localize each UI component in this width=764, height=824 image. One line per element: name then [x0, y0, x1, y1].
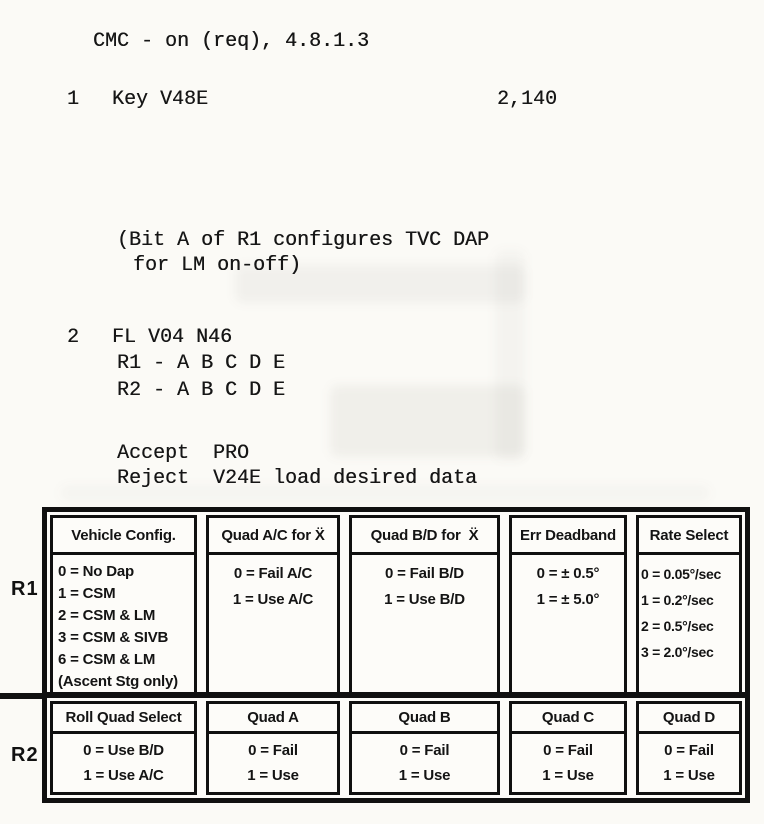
cell-quad-ac: [206, 552, 340, 696]
table-cell-line: 0 = 0.05°/sec: [641, 566, 721, 582]
step-1-value: 2,140: [497, 88, 558, 111]
header-quad-d: Quad D: [636, 701, 742, 734]
table-cell-line: 0 = Fail: [399, 742, 450, 759]
column-quad-ac: [206, 515, 340, 696]
header-quad-a: Quad A: [206, 701, 340, 734]
note-line-1: (Bit A of R1 configures TVC DAP: [117, 229, 490, 252]
accept-value: PRO: [213, 442, 250, 465]
column-quad-b: [349, 701, 500, 795]
reject-value: V24E load desired data: [213, 467, 478, 490]
table-cell-line: 3 = 2.0°/sec: [641, 644, 714, 660]
header-rate-select: Rate Select: [636, 515, 742, 555]
column-vehicle-config: [50, 515, 197, 696]
step-2-row: [67, 326, 232, 350]
section-divider-extension: [0, 693, 46, 699]
step-1-action: Key V48E: [112, 88, 209, 111]
table-cell-line: 0 = Fail: [664, 742, 714, 759]
table-cell-line: 2 = 0.5°/sec: [641, 618, 714, 634]
column-err-deadband: [509, 515, 627, 696]
cell-quad-c: [509, 731, 627, 795]
header-err-deadband: Err Deadband: [509, 515, 627, 555]
header-roll-quad-select: Roll Quad Select: [50, 701, 197, 734]
accept-row: [117, 442, 249, 466]
table-section-r1: [47, 512, 745, 692]
cell-err-deadband: [509, 552, 627, 696]
table-cell-line: 1 = Use A/C: [83, 767, 164, 784]
table-cell-line: (Ascent Stg only): [58, 673, 178, 690]
step-2-action: FL V04 N46: [112, 326, 233, 349]
table-cell-line: 1 = ± 5.0°: [536, 591, 600, 608]
register-r2-line: R2 - A B C D E: [117, 379, 286, 402]
column-quad-c: [509, 701, 627, 795]
step-2-number: 2: [67, 326, 80, 349]
accept-label: Accept: [117, 442, 190, 465]
table-cell-line: 0 = No Dap: [58, 563, 134, 580]
column-quad-bd: [349, 515, 500, 696]
note-line-2: for LM on-off): [133, 254, 302, 277]
cell-quad-d: [636, 731, 742, 795]
header-quad-bd: Quad B/D for Ẍ: [349, 515, 500, 555]
table-cell-line: 1 = CSM: [58, 585, 116, 602]
column-roll-quad-select: [50, 701, 197, 795]
header-quad-b: Quad B: [349, 701, 500, 734]
table-cell-line: 0 = Fail: [543, 742, 593, 759]
column-quad-a: [206, 701, 340, 795]
register-r1-line: R1 - A B C D E: [117, 352, 286, 375]
cell-quad-a: [206, 731, 340, 795]
dap-config-table: [42, 507, 750, 803]
table-cell-line: 1 = Use: [663, 767, 715, 784]
table-cell-line: 0 = Fail A/C: [233, 565, 313, 582]
table-cell-line: 1 = Use: [247, 767, 299, 784]
row-label-r1: R1: [11, 578, 39, 600]
table-cell-line: 0 = Use B/D: [83, 742, 164, 759]
table-cell-line: 1 = Use: [398, 767, 451, 784]
table-cell-line: 1 = 0.2°/sec: [641, 592, 714, 608]
cmc-requirement-line: CMC - on (req), 4.8.1.3: [93, 30, 370, 53]
header-quad-ac: Quad A/C for Ẍ: [206, 515, 340, 555]
table-cell-line: 3 = CSM & SIVB: [58, 629, 169, 646]
cell-quad-bd: [349, 552, 500, 696]
table-cell-line: 0 = Fail B/D: [385, 565, 464, 582]
table-cell-line: 1 = Use: [542, 767, 594, 784]
table-cell-line: 2 = CSM & LM: [58, 607, 156, 624]
header-vehicle-config: Vehicle Config.: [50, 515, 197, 555]
step-1-row: [67, 88, 208, 112]
table-cell-line: 6 = CSM & LM: [58, 651, 156, 668]
table-cell-line: 0 = Fail: [248, 742, 298, 759]
column-rate-select: [636, 515, 742, 696]
scan-smudge: [495, 250, 525, 460]
cell-vehicle-config: [50, 552, 197, 696]
column-quad-d: [636, 701, 742, 795]
cell-roll-quad-select: [50, 731, 197, 795]
header-quad-c: Quad C: [509, 701, 627, 734]
reject-label: Reject: [117, 467, 190, 490]
table-cell-line: 1 = Use A/C: [232, 591, 314, 608]
cell-quad-b: [349, 731, 500, 795]
table-cell-line: 1 = Use B/D: [384, 591, 465, 608]
table-cell-line: 0 = ± 0.5°: [536, 565, 600, 582]
table-section-r2: [47, 698, 745, 798]
row-label-r2: R2: [11, 744, 39, 766]
cell-rate-select: [636, 552, 742, 696]
step-1-number: 1: [67, 88, 80, 111]
reject-row: [117, 467, 477, 491]
